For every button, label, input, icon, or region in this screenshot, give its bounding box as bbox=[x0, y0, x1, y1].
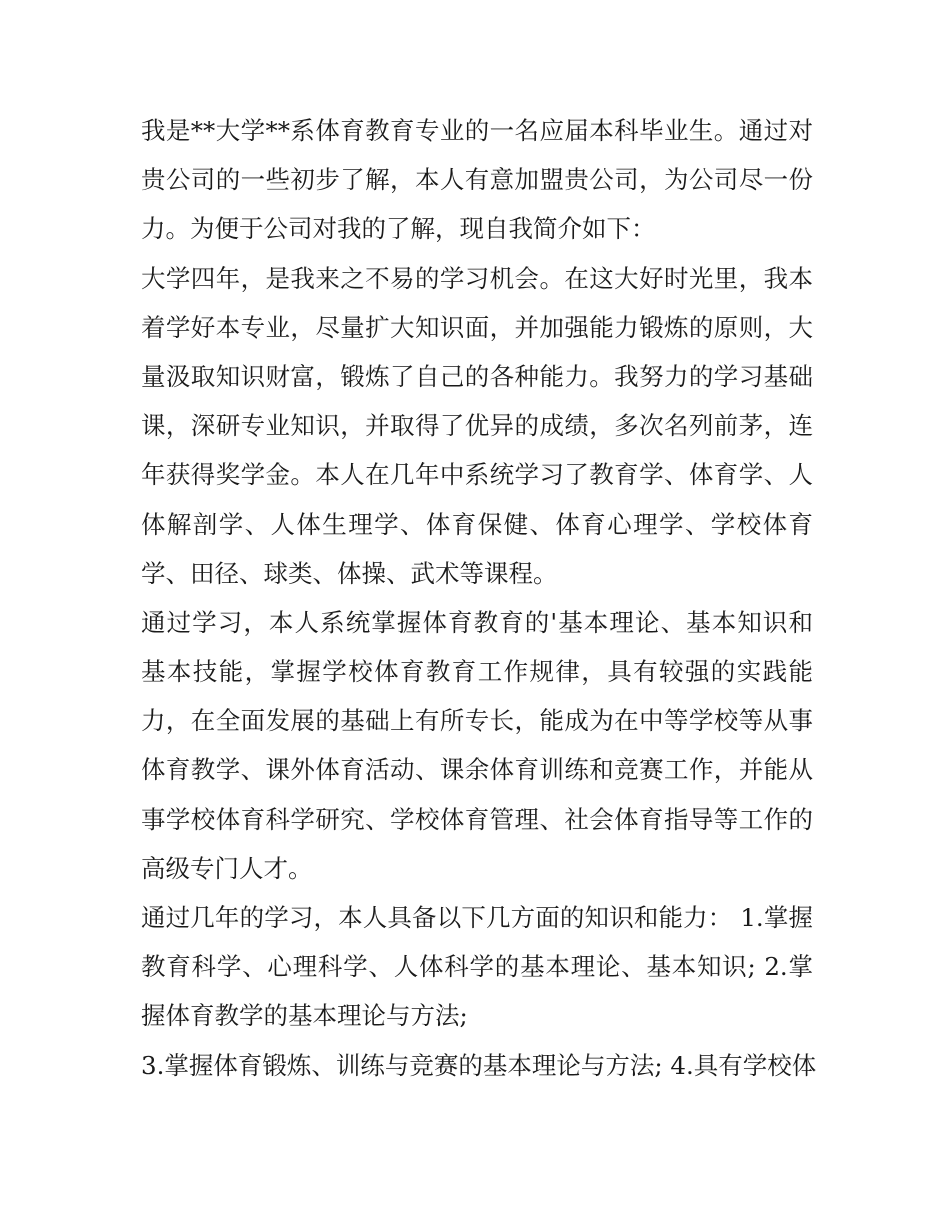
text-line: 量汲取知识财富，锻炼了自己的各种能力。我努力的学习基础 bbox=[141, 361, 813, 391]
text-line: 事学校体育科学研究、学校体育管理、社会体育指导等工作的 bbox=[141, 804, 813, 834]
text-line: 体育教学、课外体育活动、课余体育训练和竞赛工作，并能从 bbox=[141, 755, 813, 785]
text-line: 大学四年，是我来之不易的学习机会。在这大好时光里，我本 bbox=[141, 263, 813, 293]
paragraph-abilities bbox=[141, 893, 813, 1041]
text-line: 握体育教学的基本理论与方法; bbox=[141, 1001, 468, 1031]
text-line: 年获得奖学金。本人在几年中系统学习了教育学、体育学、人 bbox=[141, 460, 813, 490]
text-line: 教育科学、心理科学、人体科学的基本理论、基本知识; 2.掌 bbox=[141, 952, 813, 982]
text-line: 贵公司的一些初步了解，本人有意加盟贵公司，为公司尽一份 bbox=[141, 165, 813, 195]
paragraph-abilities-continued bbox=[141, 1041, 817, 1090]
text-line: 通过学习，本人系统掌握体育教育的'基本理论、基本知识和 bbox=[141, 607, 813, 637]
text-line: 学、田径、球类、体操、武术等课程。 bbox=[141, 558, 558, 588]
text-line: 力，在全面发展的基础上有所专长，能成为在中等学校等从事 bbox=[141, 706, 813, 736]
text-line: 通过几年的学习，本人具备以下几方面的知识和能力： 1.掌握 bbox=[141, 903, 813, 932]
text-line: 力。为便于公司对我的了解，现自我简介如下： bbox=[141, 214, 656, 244]
paragraph-skills bbox=[141, 598, 813, 893]
text-line: 我是**大学**系体育教育专业的一名应届本科毕业生。通过对 bbox=[141, 116, 813, 145]
paragraph-university-study bbox=[141, 254, 813, 598]
text-line: 3.掌握体育锻炼、训练与竞赛的基本理论与方法; 4.具有学校体 bbox=[141, 1050, 817, 1080]
text-line: 课，深研专业知识，并取得了优异的成绩，多次名列前茅，连 bbox=[141, 411, 813, 441]
text-line: 体解剖学、人体生理学、体育保健、体育心理学、学校体育 bbox=[141, 509, 813, 539]
body-text bbox=[141, 106, 817, 1090]
text-line: 高级专门人才。 bbox=[141, 853, 313, 883]
paragraph-intro bbox=[141, 106, 813, 254]
text-line: 着学好本专业，尽量扩大知识面，并加强能力锻炼的原则，大 bbox=[141, 312, 813, 342]
text-line: 基本技能，掌握学校体育教育工作规律，具有较强的实践能 bbox=[141, 657, 813, 687]
